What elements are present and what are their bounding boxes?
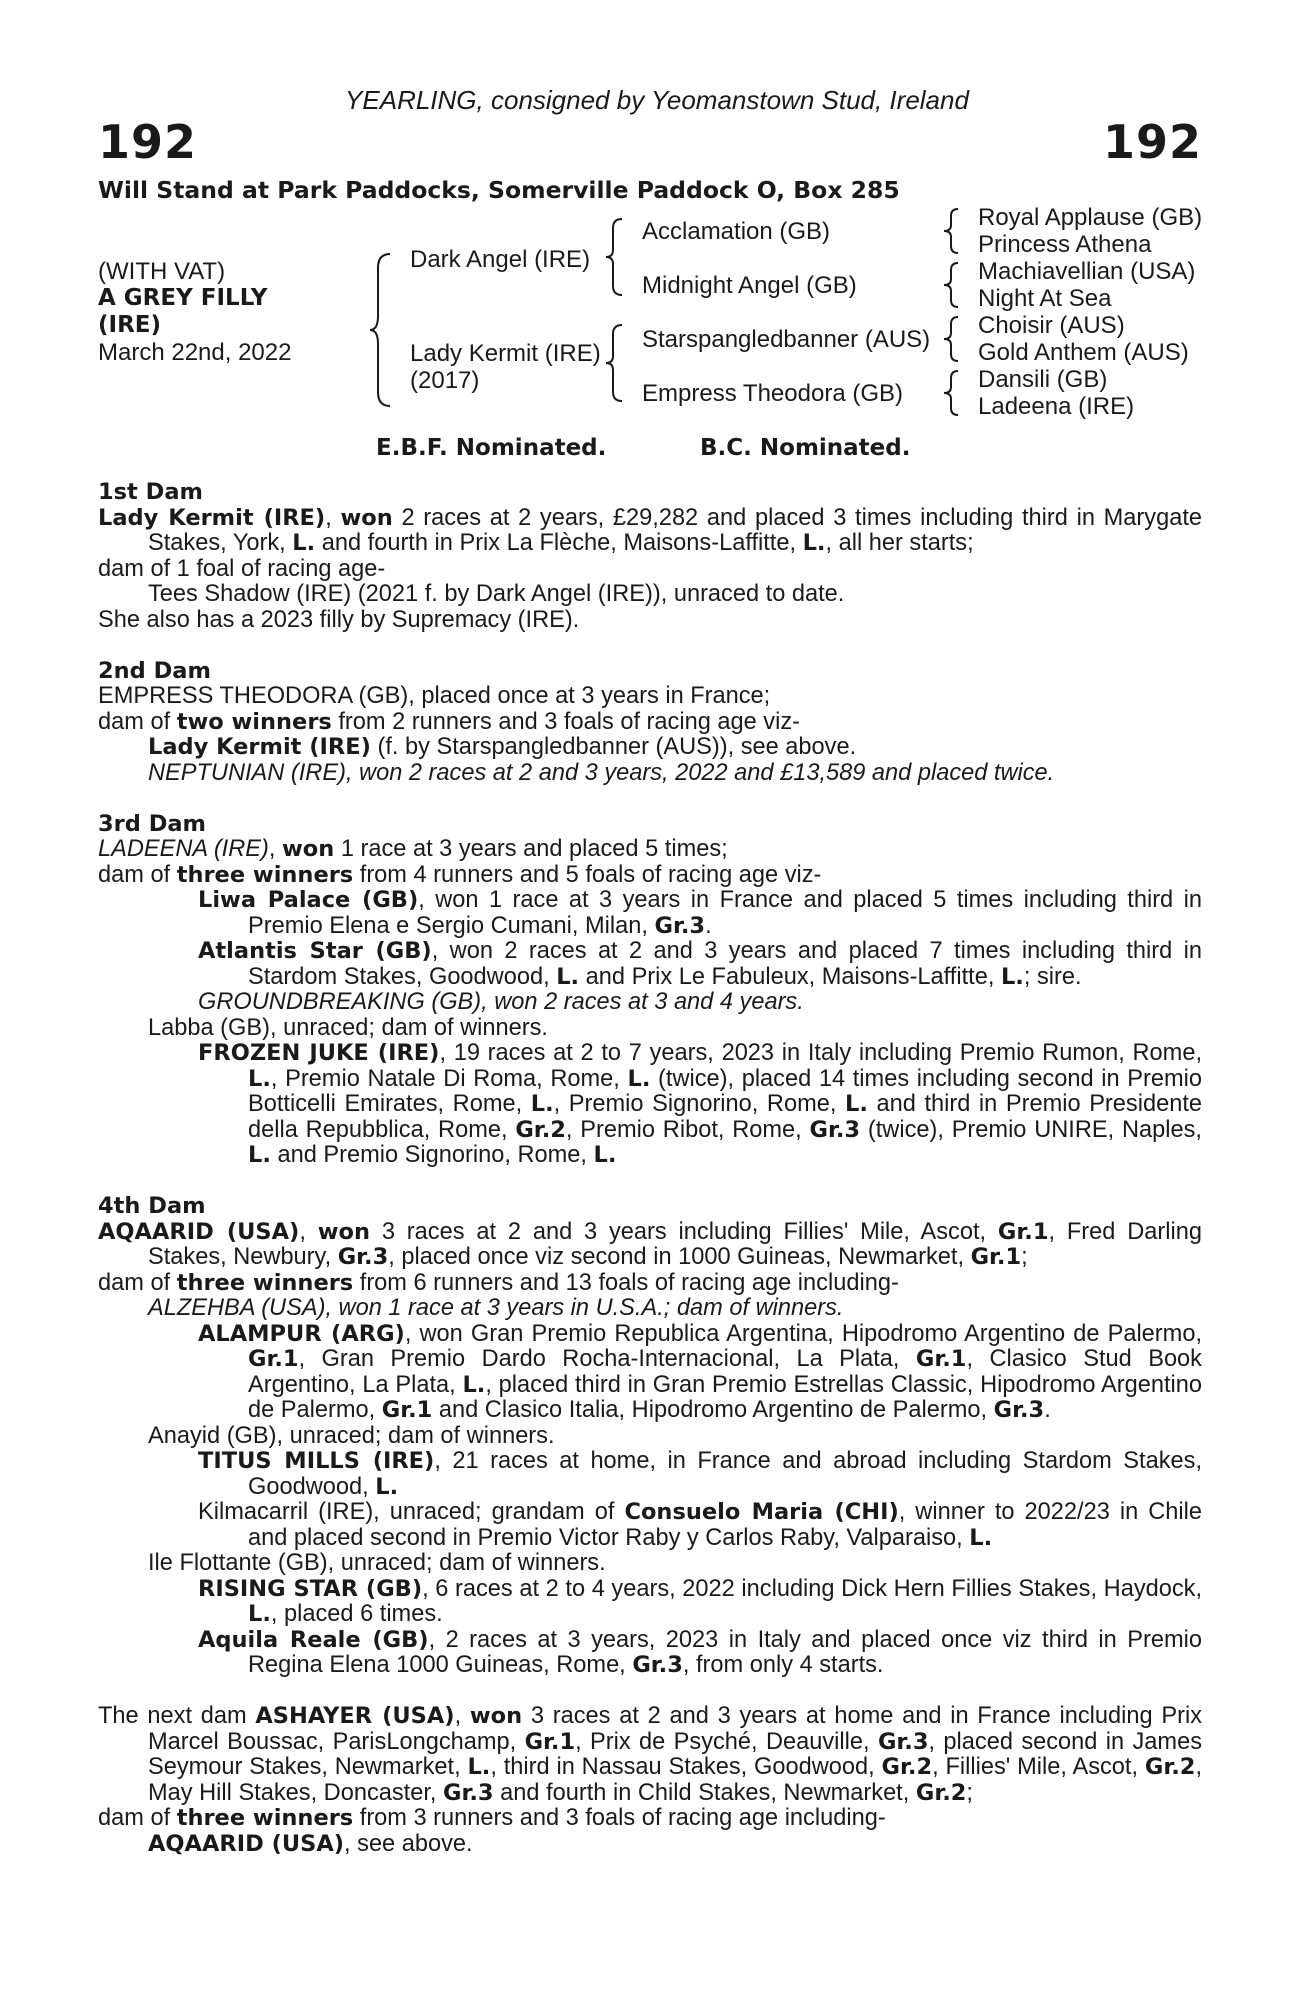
fourth-dam-foal: Anayid (GB), unraced; dam of winners. (148, 1422, 555, 1449)
produce-record (98, 480, 1202, 1883)
second-dam-foal: Lady Kermit (IRE) (f. by Starspangledbanner (AUS)), see above. (148, 734, 857, 760)
fourth-dam-section (98, 1194, 1202, 1679)
second-dam-record: EMPRESS THEODORA (GB), placed once at 3 years in France; (98, 683, 771, 709)
pedigree-brace-g3-4 (942, 368, 964, 418)
second-dam-foal: NEPTUNIAN (IRE), won 2 races at 2 and 3 years, 2022 and £13,589 and placed twice. (148, 759, 1055, 786)
foaling-date: March 22nd, 2022 (98, 339, 292, 366)
horse-description-line2: (IRE) (98, 312, 162, 338)
third-dam-foal: GROUNDBREAKING (GB), won 2 races at 3 and 4 years. (198, 989, 804, 1015)
pedigree-dam-name: Lady Kermit (IRE) (410, 340, 601, 367)
pedigree-g3-8: Ladeena (IRE) (978, 393, 1135, 420)
pedigree-brace-g3-1 (942, 206, 964, 256)
third-dam-foal: Liwa Palace (GB), won 1 race at 3 years in France and placed 5 times including third in Premio Elena e Sergio Cumani, Milan, Gr.3. (198, 887, 1202, 939)
fourth-dam-grandfoal: RISING STAR (GB), 6 races at 2 to 4 years, 2022 including Dick Hern Fillies Stakes, Haydock, L., placed 6 times. (198, 1575, 1203, 1627)
pedigree-dam-dam: Empress Theodora (GB) (642, 380, 903, 407)
fourth-dam-grandfoal: Kilmacarril (IRE), unraced; grandam of Consuelo Maria (CHI), winner to 2022/23 in Chile and placed second in Premio Victor Raby y Carlos Raby, Valparaiso, L. (198, 1499, 1202, 1551)
lot-number-left: 192 (98, 115, 198, 169)
pedigree-brace-g3-2 (942, 260, 964, 310)
pedigree-brace-dam (604, 322, 628, 404)
second-dam-produce-summary: dam of two winners from 2 runners and 3 foals of racing age viz- (98, 708, 800, 735)
first-dam-note: She also has a 2023 filly by Supremacy (IRE). (98, 606, 580, 633)
next-dam-foal: AQAARID (USA), see above. (148, 1830, 473, 1857)
lot-number-right: 192 (1102, 115, 1202, 169)
fourth-dam-foal: ALZEHBA (USA), won 1 race at 3 years in U.S.A.; dam of winners. (148, 1295, 844, 1321)
pedigree-sire-dam: Midnight Angel (GB) (642, 272, 857, 299)
pedigree-g3-3: Machiavellian (USA) (978, 258, 1196, 285)
second-dam-section (98, 659, 1202, 787)
fourth-dam-grandfoal: TITUS MILLS (IRE), 21 races at home, in France and abroad including Stardom Stakes, Goodwood, L. (198, 1448, 1202, 1500)
fourth-dam-grandfoal: ALAMPUR (ARG), won Gran Premio Republica Argentina, Hipodromo Argentino de Palermo, Gr.1, Gran Premio Dardo Rocha-Internacional, La Plata, Gr.1, Clasico Stud Book Argentino, La Plata, L., placed third in Gran Premio Estrellas Classic, Hipodromo Argentino de Palermo, Gr.1 and Clasico Italia, Hipodromo Argentino de Palermo, Gr.3. (198, 1320, 1202, 1423)
section-title: 2nd Dam (98, 657, 211, 684)
next-dam-section (98, 1704, 1202, 1857)
first-dam-record: Lady Kermit (IRE), won 2 races at 2 years, £29,282 and placed 3 times including third in Marygate Stakes, York, L. and fourth in Prix La Flèche, Maisons-Laffitte, L., all her starts; (98, 504, 1202, 556)
next-dam-record: The next dam ASHAYER (USA), won 3 races at 2 and 3 years at home and in France including Prix Marcel Boussac, ParisLongchamp, Gr.1, Prix de Psyché, Deauville, Gr.3, placed second in James Seymour Stakes, Newmarket, L., third in Nassau Stakes, Goodwood, Gr.2, Fillies' Mile, Ascot, Gr.2, May Hill Stakes, Doncaster, Gr.3 and fourth in Child Stakes, Newmarket, Gr.2; (98, 1703, 1203, 1806)
fourth-dam-foal: Ile Flottante (GB), unraced; dam of winners. (148, 1550, 606, 1576)
third-dam-section (98, 812, 1202, 1169)
pedigree-brace-g3-3 (942, 314, 964, 364)
third-dam-foal: Labba (GB), unraced; dam of winners. (148, 1014, 548, 1041)
pedigree-sire-sire: Acclamation (GB) (642, 218, 831, 245)
pedigree-sire: Dark Angel (IRE) (410, 246, 591, 273)
pedigree-g3-7: Dansili (GB) (978, 366, 1108, 393)
pedigree-g3-4: Night At Sea (978, 285, 1112, 312)
fourth-dam-produce-summary: dam of three winners from 6 runners and 13 foals of racing age including- (98, 1269, 899, 1296)
pedigree-dam-sire: Starspangledbanner (AUS) (642, 326, 931, 353)
pedigree-g3-2: Princess Athena (978, 231, 1152, 258)
vat-label: (WITH VAT) (98, 258, 226, 285)
fourth-dam-record: AQAARID (USA), won 3 races at 2 and 3 years including Fillies' Mile, Ascot, Gr.1, Fred Darling Stakes, Newbury, Gr.3, placed once viz second in 1000 Guineas, Newmarket, Gr.1; (98, 1218, 1202, 1270)
first-dam-produce-summary: dam of 1 foal of racing age- (98, 555, 386, 582)
pedigree-brace-sire (604, 216, 628, 298)
first-dam-foal: Tees Shadow (IRE) (2021 f. by Dark Angel (IRE)), unraced to date. (148, 581, 845, 607)
third-dam-record: LADEENA (IRE), won 1 race at 3 years and placed 5 times; (98, 836, 728, 862)
stand-location: Will Stand at Park Paddocks, Somerville Paddock O, Box 285 (98, 176, 900, 204)
third-dam-foal: Atlantis Star (GB), won 2 races at 2 and 3 years and placed 7 times including third in Stardom Stakes, Goodwood, L. and Prix Le Fabuleux, Maisons-Laffitte, L.; sire. (198, 938, 1202, 990)
consignor-heading: YEARLING, consigned by Yeomanstown Stud, Ireland (345, 85, 969, 115)
section-title: 3rd Dam (98, 810, 206, 837)
third-dam-grandfoal: FROZEN JUKE (IRE), 19 races at 2 to 7 years, 2023 in Italy including Premio Rumon, Rome, L., Premio Natale Di Roma, Rome, L. (twice), placed 14 times including second in Premio Botticelli Emirates, Rome, L., Premio Signorino, Rome, L. and third in Premio Presidente della Repubblica, Rome, Gr.2, Premio Ribot, Rome, Gr.3 (twice), Premio UNIRE, Naples, L. and Premio Signorino, Rome, L. (198, 1040, 1203, 1168)
pedigree-g3-5: Choisir (AUS) (978, 312, 1125, 339)
pedigree-g3-6: Gold Anthem (AUS) (978, 339, 1189, 366)
next-dam-produce-summary: dam of three winners from 3 runners and 3 foals of racing age including- (98, 1805, 886, 1831)
pedigree-brace-main (368, 250, 398, 410)
first-dam-section (98, 480, 1202, 633)
section-title: 1st Dam (98, 479, 203, 505)
section-title: 4th Dam (98, 1193, 206, 1219)
pedigree-dam-year: (2017) (410, 367, 480, 394)
horse-description-line1: A GREY FILLY (98, 285, 268, 311)
fourth-dam-grandfoal: Aquila Reale (GB), 2 races at 3 years, 2023 in Italy and placed once viz third in Premio Regina Elena 1000 Guineas, Rome, Gr.3, from only 4 starts. (198, 1626, 1202, 1678)
pedigree-g3-1: Royal Applause (GB) (978, 204, 1203, 231)
ebf-nominated: E.B.F. Nominated. (376, 435, 607, 461)
bc-nominated: B.C. Nominated. (700, 435, 911, 461)
third-dam-produce-summary: dam of three winners from 4 runners and 5 foals of racing age viz- (98, 861, 822, 888)
